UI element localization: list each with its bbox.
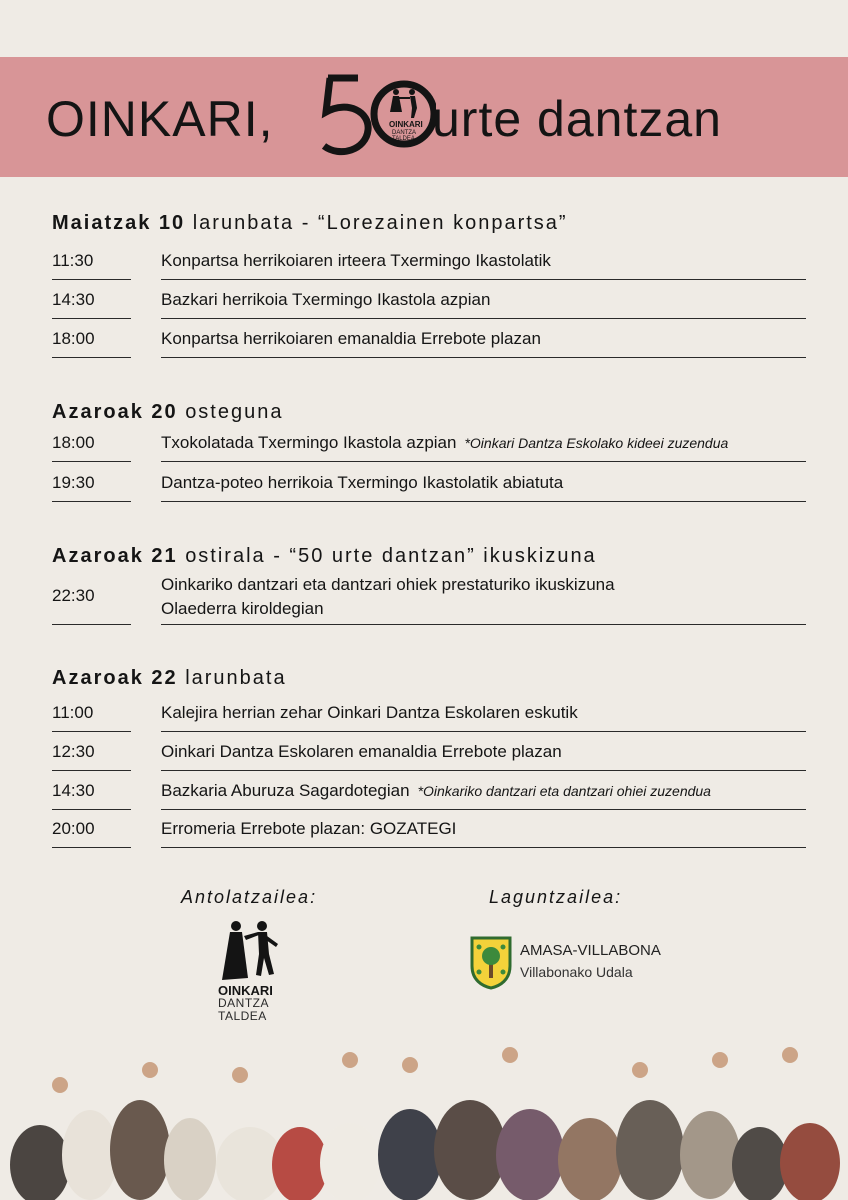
organizer-label: Antolatzailea:: [181, 887, 318, 907]
event-time: 19:30: [52, 473, 95, 492]
event-desc-cell: [161, 770, 806, 810]
event-row: [52, 318, 806, 358]
event-desc-cell: [161, 808, 806, 848]
event-text: Dantza-poteo herrikoia Txermingo Ikastolatik abiatuta: [161, 473, 564, 492]
event-time-cell: [52, 240, 131, 280]
event-time-cell: [52, 692, 131, 732]
event-row: [52, 571, 806, 625]
day-date: Azaroak 21: [52, 545, 178, 567]
day-header: [52, 667, 287, 690]
event-desc-cell: [161, 731, 806, 771]
logo-lettering-1: OINKARI: [389, 120, 423, 129]
event-row: [52, 808, 806, 848]
event-time: 11:00: [52, 703, 94, 722]
event-desc-cell: [161, 318, 806, 358]
event-time-cell: [52, 731, 131, 771]
event-text-line1: Oinkariko dantzari eta dantzari ohiek prestaturiko ikuskizuna: [161, 575, 615, 594]
day-rest: larunbata - “Lorezainen konpartsa”: [192, 212, 568, 234]
event-row: [52, 692, 806, 732]
event-text: Erromeria Errebote plazan: GOZATEGI: [161, 819, 457, 838]
event-time: 14:30: [52, 781, 95, 800]
organizer-sub1: DANTZA: [218, 996, 269, 1010]
event-text: Oinkari Dantza Eskolaren emanaldia Errebote plazan: [161, 742, 562, 761]
event-time-cell: [52, 462, 131, 502]
fifty-years-logo: [318, 72, 436, 162]
event-row: [52, 422, 806, 462]
dancers-photo-collage: [0, 1015, 848, 1200]
day-date: Azaroak 22: [52, 667, 178, 689]
day-header: [52, 401, 283, 424]
town-shield-icon: [470, 936, 512, 990]
event-desc-cell: [161, 279, 806, 319]
event-time-cell: [52, 422, 131, 462]
event-time: 12:30: [52, 742, 95, 761]
event-text: Txokolatada Txermingo Ikastola azpian: [161, 433, 457, 452]
supporter-sub: Villabonako Udala: [520, 964, 633, 980]
event-time-cell: [52, 318, 131, 358]
day-header: [52, 212, 568, 235]
event-text: Konpartsa herrikoiaren emanaldia Errebote plazan: [161, 329, 541, 348]
event-time-cell: [52, 770, 131, 810]
event-text-line2: Olaederra kiroldegian: [161, 599, 324, 618]
event-time-cell: [52, 571, 131, 625]
event-time: 22:30: [52, 586, 95, 605]
day-date: Maiatzak 10: [52, 212, 186, 234]
day-date: Azaroak 20: [52, 401, 178, 423]
event-time: 20:00: [52, 819, 95, 838]
supporter-label: Laguntzailea:: [489, 887, 623, 907]
event-text: Konpartsa herrikoiaren irteera Txermingo Ikastolatik: [161, 251, 551, 270]
day-rest: ostirala - “50 urte dantzan” ikuskizuna: [185, 545, 597, 567]
event-time: 14:30: [52, 290, 95, 309]
day-header: [52, 545, 597, 568]
event-row: [52, 240, 806, 280]
event-row: [52, 731, 806, 771]
supporter-name: AMASA-VILLABONA: [520, 942, 661, 959]
event-note: *Oinkariko dantzari eta dantzari ohiei zuzendua: [417, 783, 711, 799]
event-desc-cell: [161, 462, 806, 502]
event-row: [52, 279, 806, 319]
organizer-name: OINKARI: [218, 983, 273, 998]
event-time: 18:00: [52, 433, 95, 452]
event-time-cell: [52, 279, 131, 319]
title-urte-dantzan: urte dantzan: [432, 91, 722, 147]
logo-lettering-3: TALDEA: [392, 136, 415, 142]
organizer-sub2: TALDEA: [218, 1009, 267, 1023]
event-desc-cell: [161, 422, 806, 462]
day-rest: osteguna: [185, 401, 284, 423]
event-text: Bazkaria Aburuza Sagardotegian: [161, 781, 410, 800]
event-desc-cell: [161, 692, 806, 732]
event-time: 18:00: [52, 329, 95, 348]
day-rest: larunbata: [185, 667, 287, 689]
event-row: [52, 770, 806, 810]
event-text: Kalejira herrian zehar Oinkari Dantza Eskolaren eskutik: [161, 703, 578, 722]
title-oinkari: OINKARI,: [46, 91, 274, 147]
logo-lettering-2: DANTZA: [392, 130, 416, 136]
event-row: [52, 462, 806, 502]
event-time: 11:30: [52, 251, 94, 270]
event-time-cell: [52, 808, 131, 848]
event-text: Bazkari herrikoia Txermingo Ikastola azpian: [161, 290, 491, 309]
event-desc-cell: [161, 240, 806, 280]
event-desc-cell: [161, 571, 806, 625]
event-note: *Oinkari Dantza Eskolako kideei zuzendua: [464, 435, 729, 451]
dancers-icon: [390, 89, 417, 118]
